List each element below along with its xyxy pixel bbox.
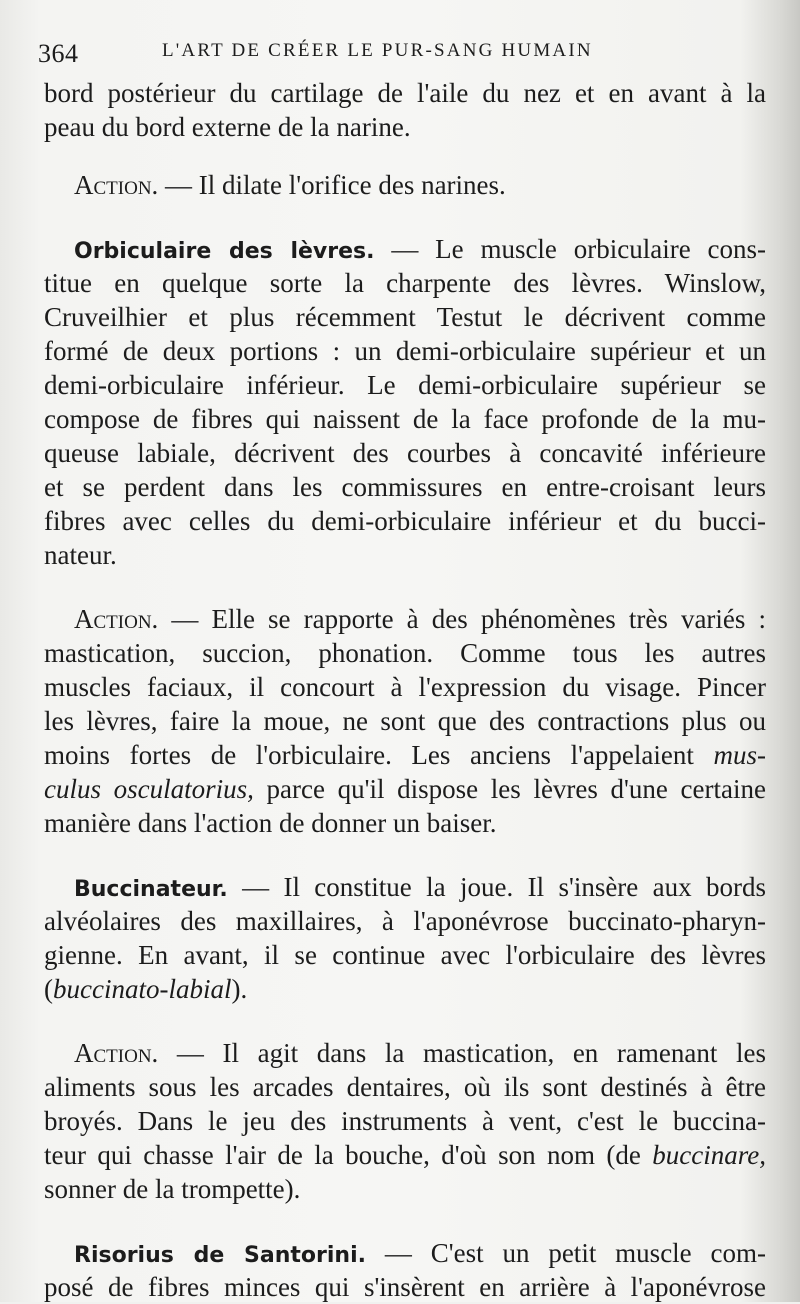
text-fragment: — Il dilate l'orifice des narines.	[158, 170, 506, 200]
section-heading-line	[44, 870, 766, 904]
text-line: compose de fibres qui naissent de la face profonde de la mu-	[44, 404, 766, 434]
text-line: et se perdent dans les commissures en entre-croisant leurs	[44, 472, 766, 502]
text-fragment: — C'est un petit muscle com-	[366, 1238, 767, 1268]
text-line: fibres avec celles du demi-orbiculaire inférieur et du bucci-	[44, 506, 766, 536]
text-line	[44, 738, 766, 772]
text-fragment: — Il constitue la joue. Il s'insère aux bords	[227, 872, 766, 902]
latin-term: culus osculatorius,	[44, 774, 254, 804]
text-line: muscles faciaux, il concourt à l'expression du visage. Pincer	[44, 672, 766, 702]
running-title: L'ART DE CRÉER LE PUR-SANG HUMAIN	[162, 40, 593, 61]
text-fragment: — Elle se rapporte à des phénomènes très variés :	[158, 604, 766, 634]
text-line: gienne. En avant, il se continue avec l'orbiculaire des lèvres	[44, 940, 766, 970]
text-line: nateur.	[44, 540, 117, 570]
section-heading-line	[44, 1236, 766, 1270]
text-line: titue en quelque sorte la charpente des lèvres. Winslow,	[44, 268, 766, 298]
latin-term: buccinato-labial	[53, 974, 232, 1004]
text-line: demi-orbiculaire inférieur. Le demi-orbiculaire supérieur se	[44, 370, 766, 400]
text-line: formé de deux portions : un demi-orbiculaire supérieur et un	[44, 336, 766, 366]
text-line	[44, 1138, 766, 1172]
action-label: Action.	[74, 170, 159, 200]
text-line: posé de fibres minces qui s'insèrent en arrière à l'aponévrose	[44, 1272, 766, 1302]
action-label: Action.	[74, 1038, 159, 1068]
action-paragraph	[44, 602, 766, 636]
text-line: queuse labiale, décrivent des courbes à concavité inférieure	[44, 438, 766, 468]
text-line: bord postérieur du cartilage de l'aile du nez et en avant à la	[44, 78, 766, 108]
section-heading: Orbiculaire des lèvres.	[74, 239, 375, 264]
text-line: Cruveilhier et plus récemment Testut le décrivent comme	[44, 302, 766, 332]
page-header	[38, 34, 758, 70]
text-fragment: — Le muscle orbiculaire cons-	[374, 234, 766, 264]
section-heading: Buccinateur.	[74, 877, 228, 902]
page-number: 364	[38, 39, 79, 68]
text-fragment: teur qui chasse l'air de la bouche, d'où son nom (de	[44, 1140, 653, 1170]
text-line: broyés. Dans le jeu des instruments à vent, c'est le buccina-	[44, 1106, 766, 1136]
action-label: Action.	[74, 604, 159, 634]
text-line	[44, 772, 766, 806]
action-paragraph	[44, 1036, 766, 1070]
latin-term: buccinare,	[652, 1140, 766, 1170]
body-text	[44, 76, 766, 1304]
text-fragment: moins fortes de l'orbiculaire. Les anciens l'appelaient	[44, 740, 714, 770]
text-line: les lèvres, faire la moue, ne sont que des contractions plus ou	[44, 706, 766, 736]
text-line: aliments sous les arcades dentaires, où ils sont destinés à être	[44, 1072, 766, 1102]
text-fragment: — Il agit dans la mastication, en ramenant les	[158, 1038, 766, 1068]
latin-term: mus-	[713, 740, 766, 770]
text-fragment: ).	[231, 974, 248, 1004]
section-heading: Risorius de Santorini.	[74, 1243, 366, 1268]
text-fragment: (	[44, 974, 53, 1004]
text-fragment: parce qu'il dispose les lèvres d'une certaine	[253, 774, 766, 804]
action-paragraph	[44, 168, 766, 202]
text-line	[44, 972, 766, 1006]
text-line: peau du bord externe de la narine.	[44, 112, 411, 142]
text-line: mastication, succion, phonation. Comme tous les autres	[44, 638, 766, 668]
text-line: sonner de la trompette).	[44, 1174, 301, 1204]
text-line: manière dans l'action de donner un baiser.	[44, 808, 497, 838]
section-heading-line	[44, 232, 766, 266]
text-line: alvéolaires des maxillaires, à l'aponévrose buccinato-pharyn-	[44, 906, 766, 936]
